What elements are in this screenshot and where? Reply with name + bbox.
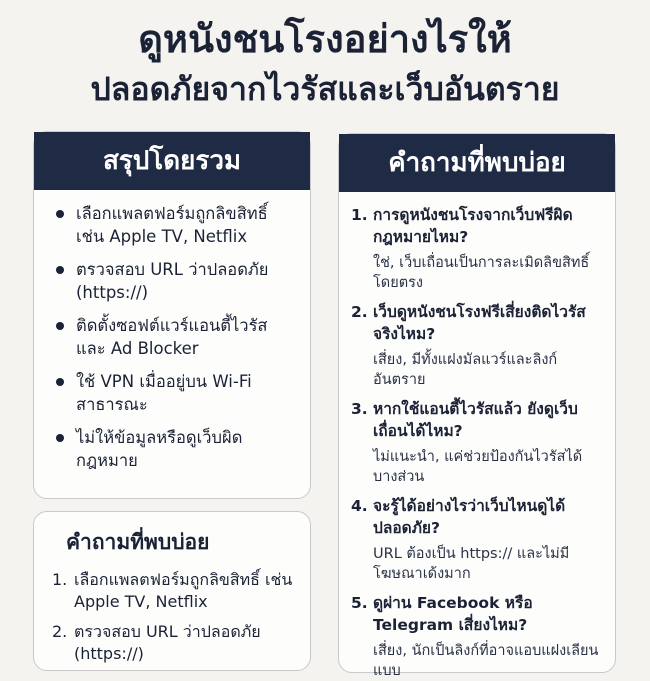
faq-number: 3. — [351, 400, 368, 418]
faq-card — [338, 133, 616, 679]
bullet-icon — [56, 210, 64, 218]
faq-answer: ไม่แนะนำ, แค่ช่วยป้องกันไวรัสได้บางส่วน — [373, 449, 583, 485]
bullet-icon — [56, 322, 64, 330]
faq-left-heading: คำถามที่พบบ่อย — [66, 530, 210, 554]
list-item: 1. เลือกแพลตฟอร์มถูกลิขสิทธิ์ เช่น Apple TV, Netflix — [52, 570, 293, 611]
faq-item — [351, 398, 601, 487]
faq-question: จะรู้ได้อย่างไรว่าเว็บไหนดูได้ปลอดภัย? — [373, 497, 566, 537]
faq-item — [351, 301, 601, 390]
faq-answer: ใช่, เว็บเถื่อนเป็นการละเมิดลิขสิทธิ์โดยตรง — [373, 255, 590, 291]
faq-item — [351, 204, 601, 293]
summary-card — [33, 131, 311, 499]
bullet-icon — [56, 434, 64, 442]
summary-item: ตรวจสอบ URL ว่าปลอดภัย (https://) — [56, 258, 294, 304]
faq-question: เว็บดูหนังชนโรงฟรีเสี่ยงติดไวรัสจริงไหม? — [373, 303, 586, 343]
summary-item: ใช้ VPN เมื่ออยู่บน Wi-Fi สาธารณะ — [56, 370, 294, 416]
faq-item — [351, 592, 601, 681]
faq-number: 2. — [351, 303, 368, 321]
faq-question: การดูหนังชนโรงจากเว็บฟรีผิดกฎหมายไหม? — [373, 206, 573, 246]
faq-left-card — [33, 511, 311, 671]
faq-answer: เสี่ยง, นักเป็นลิงก์ที่อาจแอบแฝงเลียนแบบ — [373, 643, 599, 679]
bullet-icon — [56, 266, 64, 274]
faq-number: 1. — [351, 206, 368, 224]
faq-heading: คำถามที่พบบ่อย — [339, 134, 615, 192]
list-item: 2. ตรวจสอบ URL ว่าปลอดภัย (https://) — [52, 622, 261, 663]
summary-heading: สรุปโดยรวม — [34, 132, 310, 190]
summary-list — [34, 190, 310, 472]
faq-answer: URL ต้องเป็น https:// และไม่มีโฆษณาเด้งมาก — [373, 546, 570, 582]
page-title: ดูหนังชนโรงอย่างไรให้ — [138, 17, 512, 61]
faq-list — [339, 192, 615, 681]
faq-number: 4. — [351, 497, 368, 515]
faq-question: ดูผ่าน Facebook หรือ Telegram เสี่ยงไหม? — [373, 594, 533, 634]
summary-item: ติดตั้งซอฟต์แวร์แอนตี้ไวรัส และ Ad Blocker — [56, 314, 294, 360]
faq-left-list — [34, 559, 310, 665]
faq-question: หากใช้แอนตี้ไวรัสแล้ว ยังดูเว็บเถื่อนได้ไหม? — [373, 400, 578, 440]
faq-number: 5. — [351, 594, 368, 612]
summary-item: เลือกแพลตฟอร์มถูกลิขสิทธิ์ เช่น Apple TV, Netflix — [56, 202, 294, 248]
summary-item: ไม่ให้ข้อมูลหรือดูเว็บผิดกฎหมาย — [56, 426, 294, 472]
faq-answer: เสี่ยง, มีทั้งแฝงมัลแวร์และลิงก์อันตราย — [373, 352, 558, 388]
bullet-icon — [56, 378, 64, 386]
faq-item — [351, 495, 601, 584]
page-subtitle: ปลอดภัยจากไวรัสและเว็บอันตราย — [90, 70, 560, 108]
